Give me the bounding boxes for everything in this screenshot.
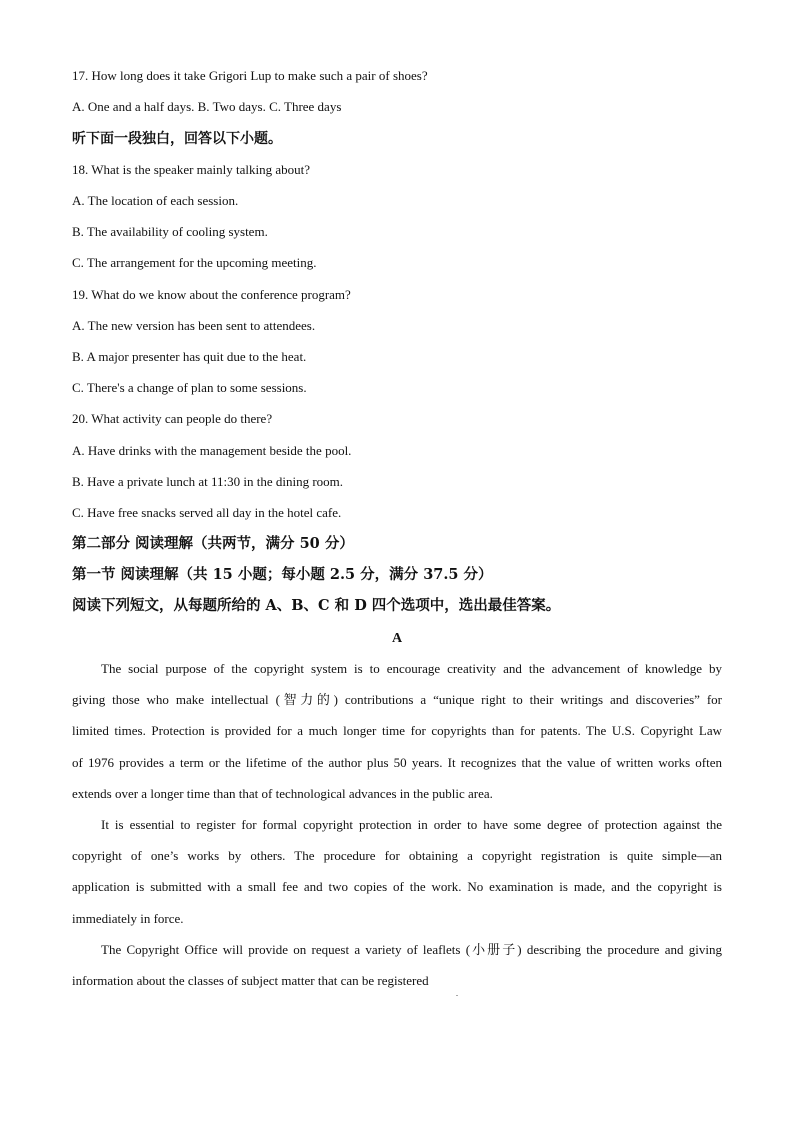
q19-option-b: B. A major presenter has quit due to the heat. [72,349,307,364]
part2-heading: 第二部分 阅读理解（共两节，满分 50 分） [72,535,354,552]
paragraph2-line: It is essential to register for formal copyright protection in order to have some degree of protection against the [101,817,722,832]
reading-instruction: 阅读下列短文，从每题所给的 A、B、C 和 D 四个选项中，选出最佳答案。 [72,597,561,614]
q20-option-b: B. Have a private lunch at 11:30 in the dining room. [72,474,344,489]
paragraph1-line: extends over a longer time than that of technological advances in the public area. [72,786,493,801]
section1-heading: 第一节 阅读理解（共 15 小题；每小题 2.5 分，满分 37.5 分） [72,566,493,583]
q20-option-c: C. Have free snacks served all day in the hotel cafe. [72,505,342,520]
paragraph1-line: limited times. Protection is provided for a much longer time for copyrights than for patents. The U.S. Copyright Law [72,723,722,738]
q17-options: A. One and a half days. B. Two days. C. Three days [72,99,342,114]
q18-stem: 18. What is the speaker mainly talking about? [72,162,311,177]
paragraph3-line: The Copyright Office will provide on request a variety of leaflets (小册子) describing the procedure and giving [101,942,722,957]
q19-option-a: A. The new version has been sent to attendees. [72,318,316,333]
trailing-mark: . [456,989,458,998]
q18-option-b: B. The availability of cooling system. [72,224,268,239]
paragraph2-line: copyright of one’s works by others. The procedure for obtaining a copyright registration is quite simple—an [72,848,722,863]
paragraph1-line: of 1976 provides a term or the lifetime of the author plus 50 years. It recognizes that the value of written works often [72,755,722,770]
passage-title: A [391,631,403,646]
monologue-instruction: 听下面一段独白，回答以下小题。 [72,131,282,147]
paragraph1-line: giving those who make intellectual (智力的) contributions a “unique right to their writings and discoveries” for [72,692,722,707]
q20-stem: 20. What activity can people do there? [72,411,273,426]
q18-option-c: C. The arrangement for the upcoming meeting. [72,255,317,270]
q20-option-a: A. Have drinks with the management beside the pool. [72,443,352,458]
paragraph1-line: The social purpose of the copyright system is to encourage creativity and the advancement of knowledge by [101,661,722,676]
q19-stem: 19. What do we know about the conference program? [72,287,351,302]
paragraph3-line: information about the classes of subject matter that can be registered [72,973,429,988]
q18-option-a: A. The location of each session. [72,193,239,208]
paragraph2-line: application is submitted with a small fee and two copies of the work. No examination is made, and the copyright is [72,879,722,894]
q19-option-c: C. There's a change of plan to some sessions. [72,380,307,395]
paragraph2-line: immediately in force. [72,911,184,926]
q17-stem: 17. How long does it take Grigori Lup to make such a pair of shoes? [72,68,428,83]
